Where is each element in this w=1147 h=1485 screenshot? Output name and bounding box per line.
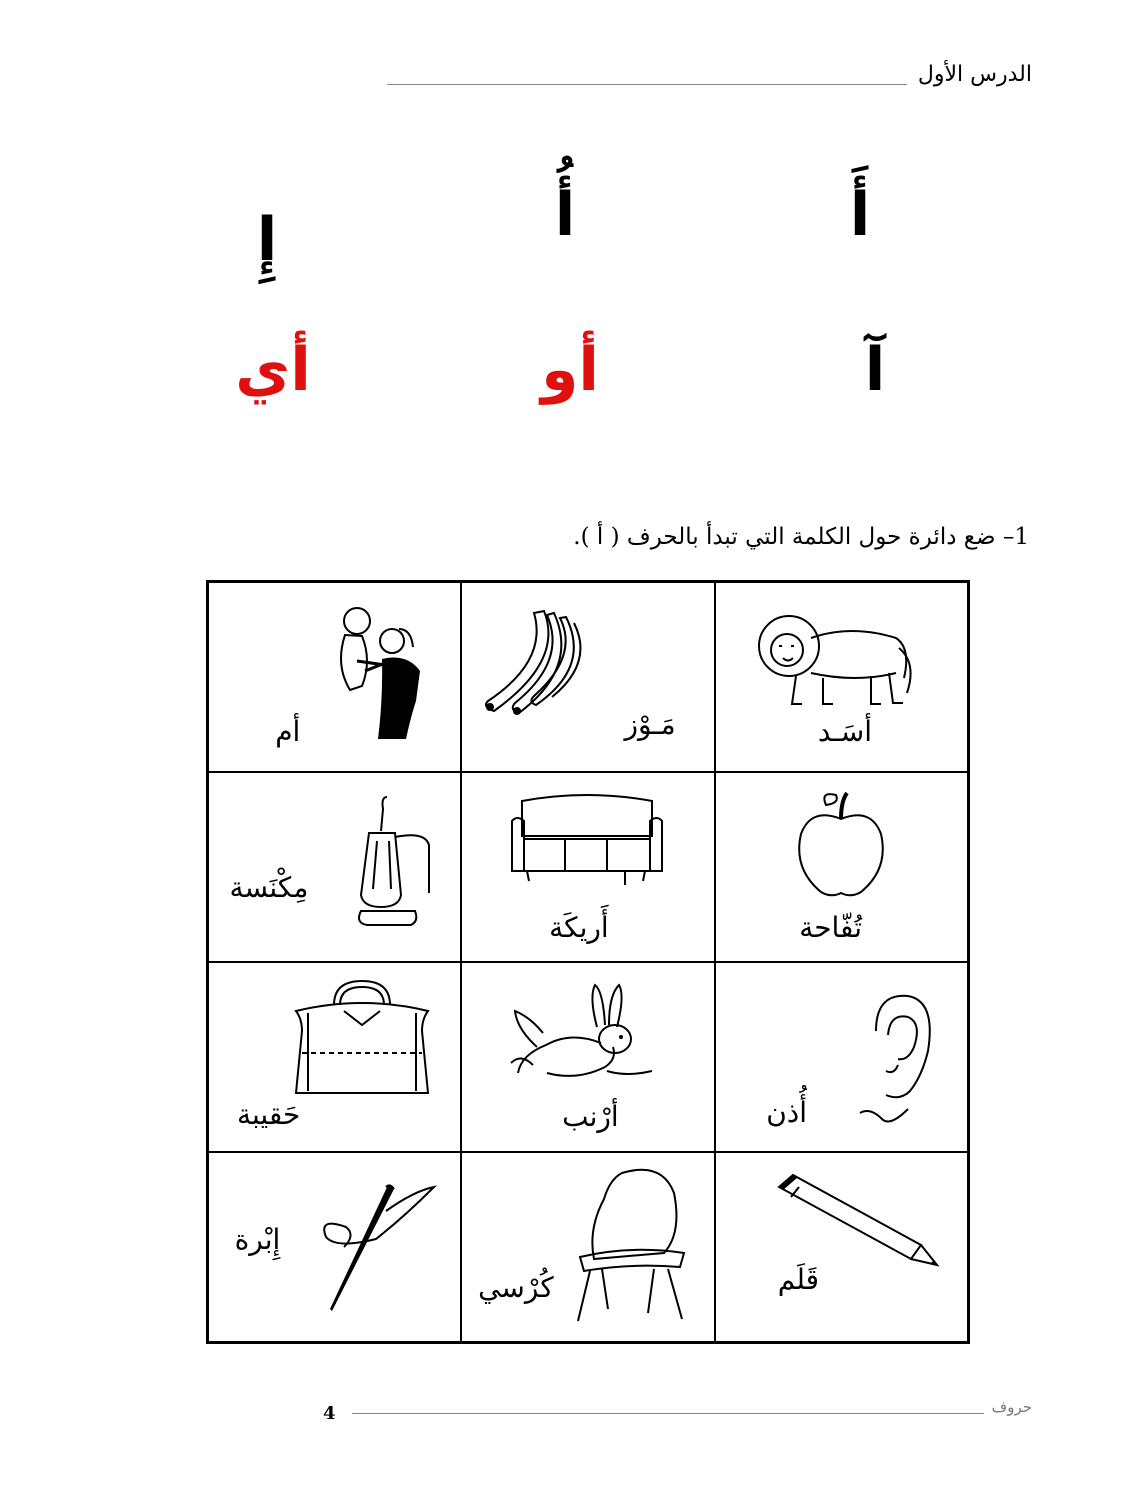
- word-label: مِكْنَسة: [229, 871, 309, 904]
- ear-icon: [856, 991, 936, 1131]
- lesson-title: الدرس الأول: [917, 62, 1032, 87]
- pencil-icon: [771, 1173, 941, 1273]
- word-label: أُذن: [766, 1096, 807, 1129]
- footer-book-title: حروف: [991, 1398, 1032, 1416]
- letter-alef-kasra: إِ: [256, 205, 278, 275]
- grid-cell[interactable]: [208, 772, 461, 962]
- grid-cell[interactable]: [461, 772, 714, 962]
- grid-cell[interactable]: [461, 582, 714, 772]
- bag-icon: [284, 977, 439, 1097]
- letter-alef-damma: أُ: [554, 180, 576, 250]
- header-divider: [387, 84, 907, 85]
- bananas-icon: [472, 601, 592, 721]
- sofa-icon: [507, 791, 667, 891]
- grid-cell[interactable]: [208, 1152, 461, 1342]
- rabbit-icon: [507, 977, 657, 1092]
- word-label: مَـوْز: [624, 708, 676, 741]
- grid-cell[interactable]: [715, 962, 968, 1152]
- grid-cell[interactable]: [461, 962, 714, 1152]
- word-label: أم: [275, 715, 301, 748]
- grid-cell[interactable]: [715, 1152, 968, 1342]
- grid-cell[interactable]: [715, 772, 968, 962]
- word-label: إِبْرة: [234, 1223, 281, 1256]
- apple-icon: [796, 789, 886, 899]
- word-label: أَريكَة: [549, 911, 609, 944]
- footer-divider: [352, 1413, 984, 1414]
- page-number: 4: [323, 1403, 336, 1424]
- letter-alef-waw: أو: [541, 335, 599, 405]
- word-label: قَلَم: [777, 1263, 819, 1296]
- vacuum-cleaner-icon: [339, 793, 439, 938]
- word-label: حَقيبة: [236, 1098, 301, 1131]
- grid-cell[interactable]: [461, 1152, 714, 1342]
- exercise-instruction: 1– ضع دائرة حول الكلمة التي تبدأ بالحرف ( أ ).: [573, 524, 1029, 550]
- grid-cell[interactable]: [208, 962, 461, 1152]
- chair-icon: [572, 1165, 692, 1330]
- needle-and-thread-icon: [314, 1181, 439, 1311]
- lion-icon: [751, 598, 916, 713]
- word-label: تُفّاحة: [799, 911, 862, 944]
- word-label: أسَـد: [817, 715, 872, 748]
- letter-alef-fatha: أَ: [849, 180, 871, 250]
- word-label: أرْنب: [562, 1100, 619, 1133]
- grid-cell[interactable]: [715, 582, 968, 772]
- word-label: كُرْسي: [478, 1271, 554, 1304]
- mother-holding-baby-icon: [327, 601, 427, 741]
- letter-alef-ya: أي: [235, 335, 311, 405]
- grid-cell[interactable]: [208, 582, 461, 772]
- word-picture-grid: [206, 580, 970, 1344]
- letter-alef-madda: آ: [864, 335, 886, 405]
